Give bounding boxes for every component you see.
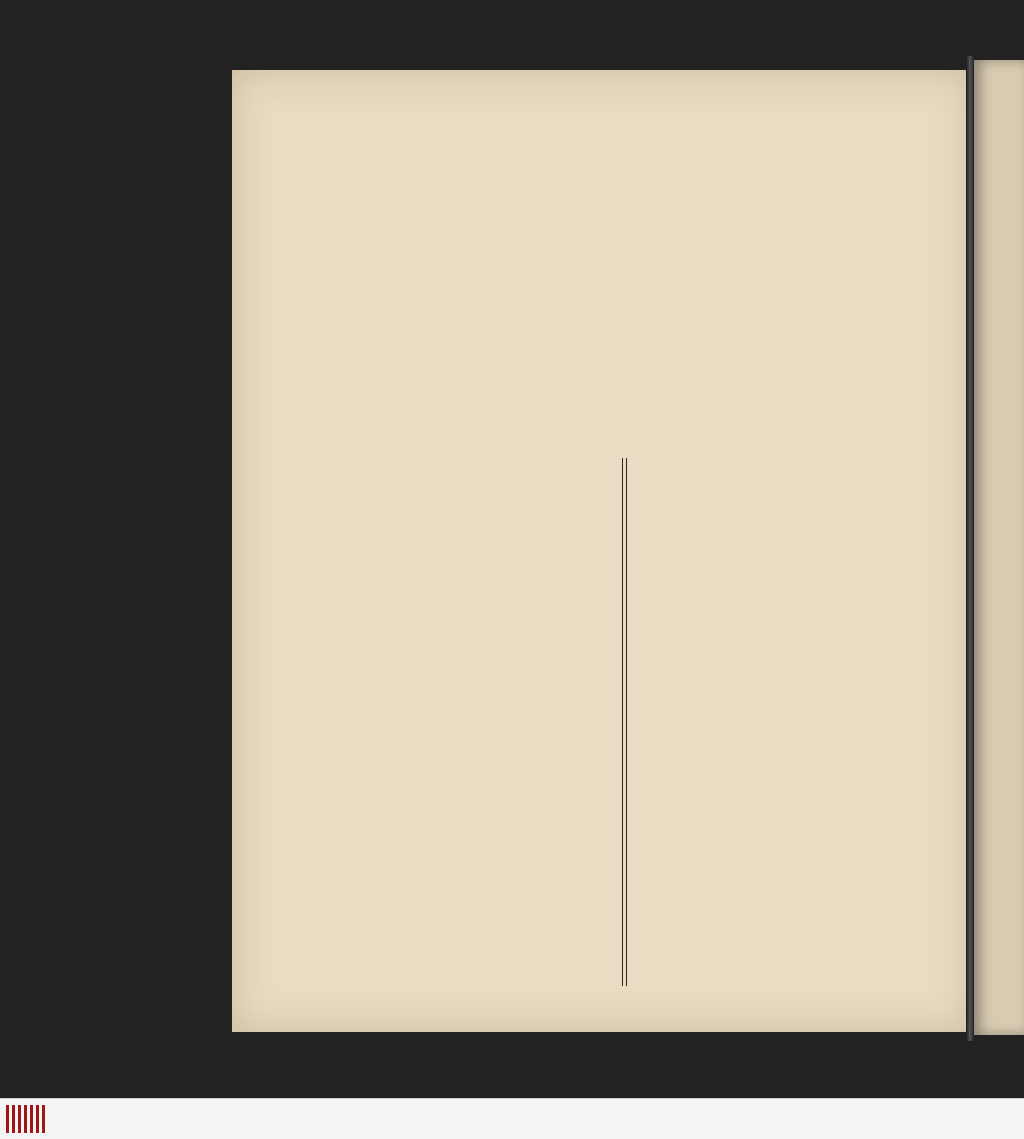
book-gutter [966,56,974,1041]
footer-bar [0,1098,1024,1139]
barcode-icon [6,1105,48,1133]
column-divider [622,458,627,986]
book-page [232,70,972,1032]
next-page-edge [974,60,1024,1035]
